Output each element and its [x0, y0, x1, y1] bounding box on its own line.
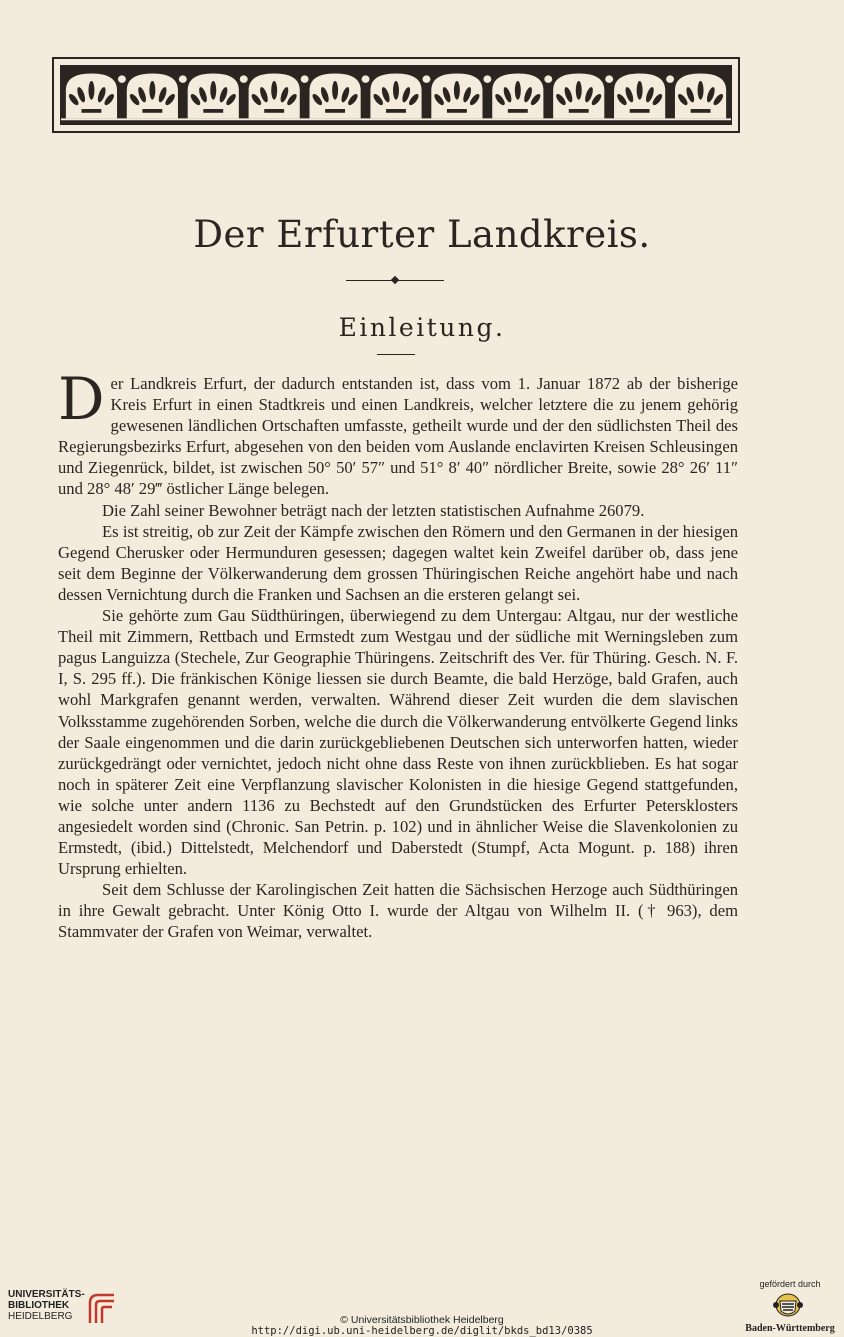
body-text	[58, 365, 738, 943]
drop-cap: D	[58, 365, 105, 433]
divider-diamond-icon	[391, 276, 399, 284]
paragraph-1	[58, 365, 738, 500]
heading-divider	[377, 354, 415, 355]
paragraph-4: Sie gehörte zum Gau Südthüringen, überwiegend zu dem Untergau: Altgau, nur der westliche Theil mit Zimmern, Rettbach und Ermstedt zum Westgau und der südliche mit Werningsleben zum pagus Languizza (Stechele, Zur Geographie Thüringens. Zeitschrift des Ver. für Thüring. Gesch. N. F. I, S. 295 ff.). Die fränkischen Könige liessen sie durch Beamte, die bald Herzöge, bald Grafen, auch wohl Markgrafen genannt werden, verwalten. Während dieser Zeit wurden die dem slavischen Volksstamme zugehörenden Sorben, welche die durch die Völkerwanderung entvölkerte Gegend links der Saale eingenommen und die darin zurückgebliebenen Deutschen sich unterworfen hatten, wieder zurückgedrängt oder vernichtet, jedoch nicht ohne dass Reste von ihnen zurückblieben. Es hat sogar noch in späterer Zeit eine Verpflanzung slavischer Kolonisten in die hiesige Gegend stattgefunden, wie solche unter andern 1136 zu Bechstedt auf den Grundstücken des Erfurter Petersklosters angesiedelt worden sind (Chronic. San Petrin. p. 102) und in ähnlicher Weise die Slavenkolonien zu Ermstedt, (ibid.) Dittelstedt, Melchendorf und Daberstedt (Stumpf, Acta Mogunt. p. 188) ihren Ursprung erhielten.	[58, 606, 738, 879]
paragraph-3: Es ist streitig, ob zur Zeit der Kämpfe zwischen den Römern und den Germanen in der hiesigen Gegend Cherusker oder Hermunduren gesessen; dagegen waltet kein Zweifel darüber ob, dass jene seit dem Beginne der Völkerwanderung dem grossen Thüringischen Reiche angehört habe und nach dessen Vernichtung durch die Franken und Sachsen an die ersteren gelangt sei.	[58, 521, 738, 604]
paragraph-5: Seit dem Schlusse der Karolingischen Zeit hatten die Sächsischen Herzoge auch Südthüringen in ihre Gewalt gebracht. Unter König Otto I. wurde der Altgau von Wilhelm II. († 963), dem Stammvater der Grafen von Weimar, verwaltet.	[58, 880, 738, 942]
ub-line-3: HEIDELBERG	[8, 1311, 73, 1322]
sponsor-name: Baden-Württemberg	[745, 1323, 835, 1334]
copyright-notice: © Universitätsbibliothek Heidelberg	[340, 1314, 504, 1326]
footer	[0, 1275, 844, 1337]
paragraph-1-line-2: ab der bisherige Kreis Erfurt in einen Stadtkreis und einen Landkreis,	[110, 374, 738, 415]
paragraph-1-rest: welcher letztere die zu jenem gehörig gewesenen ländlichen Ortschaften umfasste, getheilt wurde und der den südlichsten Theil des Regierungsbezirks Erfurt, abgesehen von den beiden vom Auslande enclavirten Kreisen Schleusingen und Ziegenrück, bildet, ist zwischen 50° 50′ 57″ und 51° 8′ 40″ nördlicher Breite, sowie 28° 26′ 11″ und 28° 48′ 29‴ östlicher Länge belegen.	[58, 395, 738, 499]
ub-line-2: BIBLIOTHEK	[8, 1300, 70, 1311]
baden-wuerttemberg-crest-icon	[770, 1291, 806, 1319]
sponsor-label: gefördert durch	[759, 1279, 821, 1289]
paragraph-1-line-1: er Landkreis Erfurt, der dadurch entstanden ist, dass vom 1. Januar 1872	[110, 374, 621, 393]
permalink-url[interactable]: http://digi.ub.uni-heidelberg.de/diglit/bkds_bd13/0385	[251, 1325, 593, 1337]
page-title: Der Erfurter Landkreis.	[193, 213, 651, 256]
ornamental-frieze	[52, 57, 740, 133]
section-heading: Einleitung.	[338, 313, 506, 342]
ub-line-1: UNIVERSITÄTS-	[8, 1289, 85, 1300]
paragraph-2: Die Zahl seiner Bewohner beträgt nach der letzten statistischen Aufnahme 26079.	[102, 500, 645, 520]
palmette-frieze-icon	[61, 66, 731, 124]
